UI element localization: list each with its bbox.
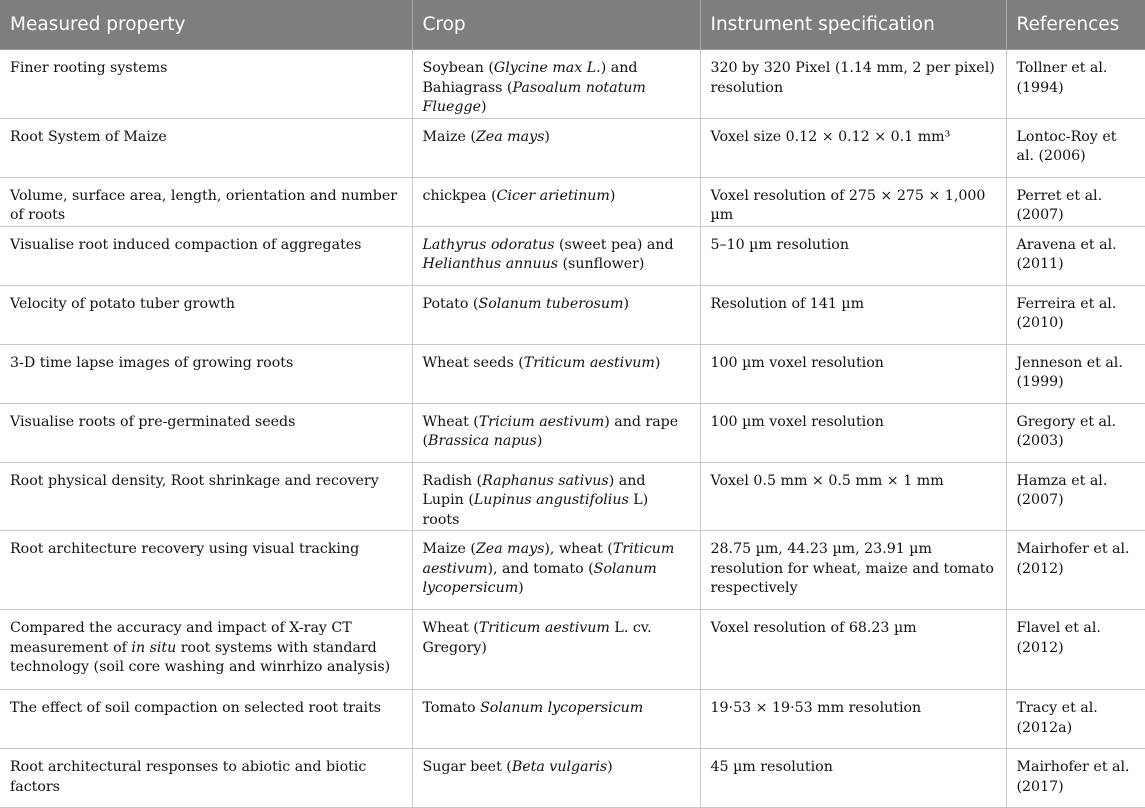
cell-crop: Soybean (Glycine max L.) and Bahiagrass (Pasoalum notatum Fluegge) <box>412 50 700 119</box>
cell-reference: Tracy et al. (2012a) <box>1006 690 1145 749</box>
italic-term: Triticum aestivum <box>478 620 610 636</box>
table-row <box>0 403 1145 462</box>
italic-term: Triticum aestivum <box>523 354 655 371</box>
italic-term: Helianthus annuus <box>422 256 558 272</box>
cell-crop: Maize (Zea mays) <box>412 118 700 177</box>
cell-reference: Aravena et al. (2011) <box>1006 226 1145 285</box>
italic-term: in situ <box>131 639 177 656</box>
cell-property: Root physical density, Root shrinkage and recovery <box>0 462 412 531</box>
table-row <box>0 344 1145 403</box>
cell-instrument: Voxel resolution of 68.23 µm <box>700 610 1006 690</box>
cell-instrument: Voxel size 0.12 × 0.12 × 0.1 mm³ <box>700 118 1006 177</box>
cell-property: Root architectural responses to abiotic and biotic factors <box>0 749 412 808</box>
cell-instrument: Voxel 0.5 mm × 0.5 mm × 1 mm <box>700 462 1006 531</box>
header-instrument-specification: Instrument specification <box>700 0 1006 50</box>
cell-crop: Tomato Solanum lycopersicum <box>412 690 700 749</box>
cell-instrument: 100 µm voxel resolution <box>700 403 1006 462</box>
cell-property: Root architecture recovery using visual tracking <box>0 531 412 610</box>
italic-term: Cicer arietinum <box>496 187 610 204</box>
cell-instrument: 5–10 µm resolution <box>700 226 1006 285</box>
italic-term: Beta vulgaris <box>511 759 608 775</box>
cell-crop: Maize (Zea mays), wheat (Triticum aestivum), and tomato (Solanum lycopersicum) <box>412 531 700 610</box>
cell-property: Finer rooting systems <box>0 50 412 119</box>
cell-reference: Tollner et al. (1994) <box>1006 50 1145 119</box>
cell-crop: Sugar beet (Beta vulgaris) <box>412 749 700 808</box>
italic-term: Triticum aestivum <box>422 541 675 577</box>
cell-reference: Mairhofer et al. (2012) <box>1006 531 1145 610</box>
header-row <box>0 0 1145 50</box>
italic-term: Solanum lycopersicum <box>422 560 657 596</box>
cell-instrument: Resolution of 141 µm <box>700 285 1006 344</box>
table-row <box>0 285 1145 344</box>
italic-term: Brassica napus <box>428 433 537 449</box>
cell-property: Visualise root induced compaction of aggregates <box>0 226 412 285</box>
cell-reference: Mairhofer et al. (2017) <box>1006 749 1145 808</box>
cell-reference: Jenneson et al. (1999) <box>1006 344 1145 403</box>
cell-instrument: 45 µm resolution <box>700 749 1006 808</box>
cell-crop: chickpea (Cicer arietinum) <box>412 177 700 226</box>
table-row <box>0 531 1145 610</box>
italic-term: Solanum tuberosum <box>478 295 624 312</box>
table-row <box>0 226 1145 285</box>
cell-reference: Perret et al. (2007) <box>1006 177 1145 226</box>
italic-term: Glycine max L. <box>493 60 601 76</box>
table-row <box>0 50 1145 119</box>
cell-instrument: Voxel resolution of 275 × 275 × 1,000 µm <box>700 177 1006 226</box>
table-row <box>0 749 1145 808</box>
italic-term: Zea mays <box>475 128 545 145</box>
italic-term: Pasoalum notatum Fluegge <box>422 79 646 115</box>
header-references: References <box>1006 0 1145 50</box>
table-body <box>0 50 1145 808</box>
italic-term: Lupinus angustifolius <box>473 492 629 508</box>
cell-reference: Flavel et al. (2012) <box>1006 610 1145 690</box>
header-measured-property: Measured property <box>0 0 412 50</box>
table-row <box>0 177 1145 226</box>
cell-property: Volume, surface area, length, orientation and number of roots <box>0 177 412 226</box>
cell-crop: Wheat seeds (Triticum aestivum) <box>412 344 700 403</box>
cell-property: 3-D time lapse images of growing roots <box>0 344 412 403</box>
italic-term: Lathyrus odoratus <box>422 236 555 253</box>
cell-instrument: 28.75 µm, 44.23 µm, 23.91 µm resolution for wheat, maize and tomato respectively <box>700 531 1006 610</box>
table-row <box>0 610 1145 690</box>
italic-term: Zea mays <box>475 541 545 557</box>
cell-crop: Lathyrus odoratus (sweet pea) and Helianthus annuus (sunflower) <box>412 226 700 285</box>
cell-reference: Gregory et al. (2003) <box>1006 403 1145 462</box>
cell-property: Compared the accuracy and impact of X-ray CT measurement of in situ root systems with standard technology (soil core washing and winrhizo analysis) <box>0 610 412 690</box>
cell-reference: Hamza et al. (2007) <box>1006 462 1145 531</box>
cell-crop: Wheat (Tricium aestivum) and rape (Brassica napus) <box>412 403 700 462</box>
table-row <box>0 690 1145 749</box>
cell-crop: Potato (Solanum tuberosum) <box>412 285 700 344</box>
cell-property: Visualise roots of pre-germinated seeds <box>0 403 412 462</box>
cell-property: The effect of soil compaction on selected root traits <box>0 690 412 749</box>
cell-property: Velocity of potato tuber growth <box>0 285 412 344</box>
table-row <box>0 462 1145 531</box>
cell-instrument: 100 µm voxel resolution <box>700 344 1006 403</box>
italic-term: Tricium aestivum <box>478 413 605 430</box>
cell-reference: Ferreira et al. (2010) <box>1006 285 1145 344</box>
cell-crop: Wheat (Triticum aestivum L. cv. Gregory) <box>412 610 700 690</box>
italic-term: Solanum lycopersicum <box>480 700 644 716</box>
cell-instrument: 320 by 320 Pixel (1.14 mm, 2 per pixel) resolution <box>700 50 1006 119</box>
cell-property: Root System of Maize <box>0 118 412 177</box>
header-crop: Crop <box>412 0 700 50</box>
italic-term: Raphanus sativus <box>482 472 609 489</box>
cell-crop: Radish (Raphanus sativus) and Lupin (Lupinus angustifolius L) roots <box>412 462 700 531</box>
cell-instrument: 19·53 × 19·53 mm resolution <box>700 690 1006 749</box>
table-row <box>0 118 1145 177</box>
table-header <box>0 0 1145 50</box>
cell-reference: Lontoc-Roy et al. (2006) <box>1006 118 1145 177</box>
